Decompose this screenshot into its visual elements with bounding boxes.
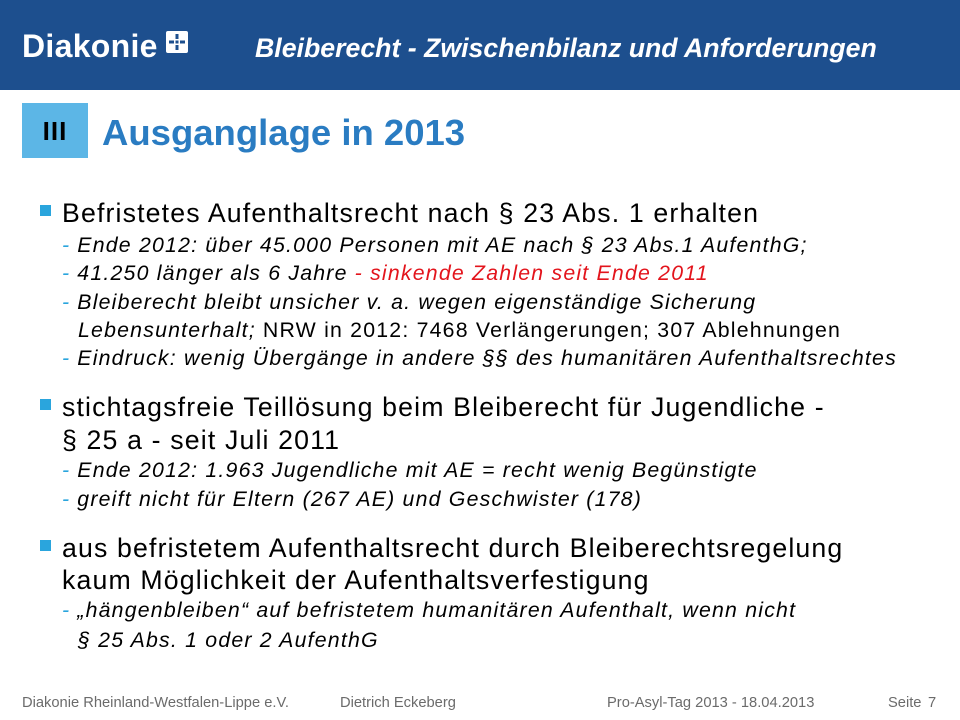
highlight-text: - sinkende Zahlen seit Ende 2011 [354,261,709,285]
section-number: III [42,115,68,146]
sub-point [62,289,756,315]
bullet-text-continuation: § 25 a - seit Juli 2011 [62,425,341,455]
dash-marker: - [62,598,71,622]
diakonie-logo-text: Diakonie [22,28,158,64]
footer-organization: Diakonie Rheinland-Westfalen-Lippe e.V. [22,695,289,711]
dash-marker: - [62,261,71,285]
sub-point-plain-text: NRW in 2012: 7468 Verlängerungen; 307 Ablehnungen [262,318,842,342]
sub-point-text: Ende 2012: 1.963 Jugendliche mit AE = recht wenig Begünstigte [77,458,758,482]
sub-point [62,232,808,258]
footer-author: Dietrich Eckeberg [340,695,456,711]
dash-marker: - [62,290,71,314]
sub-point-text: 41.250 länger als 6 Jahre [77,261,348,285]
sub-point [62,597,796,623]
square-bullet-icon [40,540,51,551]
sub-point-text: „hängenbleiben“ auf befristetem humanitären Aufenthalt, wenn nicht [77,598,797,622]
bullet-text: stichtagsfreie Teillösung beim Bleiberecht für Jugendliche - [62,392,825,422]
dash-marker: - [62,487,71,511]
dash-marker: - [62,458,71,482]
sub-point [62,345,897,371]
sub-point-text: Eindruck: wenig Übergänge in andere §§ des humanitären Aufenthaltsrechtes [77,346,897,370]
sub-point-text: greift nicht für Eltern (267 AE) und Geschwister (178) [77,487,643,511]
sub-point-text: Lebensunterhalt; [78,318,256,342]
bullet-text-continuation: kaum Möglichkeit der Aufenthaltsverfestigung [62,565,650,595]
header-bar [0,0,960,90]
footer-event: Pro-Asyl-Tag 2013 - 18.04.2013 [607,695,815,711]
sub-point-text: Bleiberecht bleibt unsicher v. a. wegen eigenständige Sicherung [77,290,757,314]
sub-point-continuation [78,627,379,653]
square-bullet-icon [40,399,51,410]
bullet-text: Befristetes Aufenthaltsrecht nach § 23 Abs. 1 erhalten [62,198,760,228]
sub-point-text: Ende 2012: über 45.000 Personen mit AE nach § 23 Abs.1 AufenthG; [77,233,808,257]
footer-page-number: 7 [928,695,937,711]
dash-marker: - [62,233,71,257]
sub-point [62,457,758,483]
sub-point [62,260,709,286]
bullet-text: aus befristetem Aufenthaltsrecht durch Bleiberechtsregelung [62,533,844,563]
sub-point-continuation [78,317,841,343]
section-heading: Ausganglage in 2013 [102,112,466,153]
diakonie-cross-icon [166,31,188,53]
footer-page-label: Seite [888,695,922,711]
square-bullet-icon [40,205,51,216]
sub-point-text: § 25 Abs. 1 oder 2 AufenthG [78,628,379,652]
slide-title: Bleiberecht - Zwischenbilanz und Anforderungen [255,33,877,63]
sub-point [62,486,642,512]
dash-marker: - [62,346,71,370]
section-number-box [22,103,88,158]
